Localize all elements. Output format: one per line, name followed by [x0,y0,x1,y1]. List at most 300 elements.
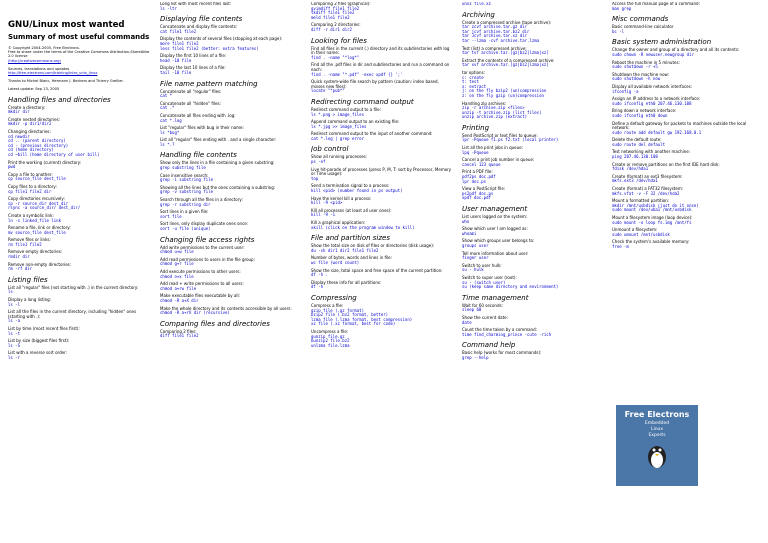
command-code: finger user [462,255,489,261]
command-item [8,250,150,259]
license-link[interactable]: (http://creativecommons.org) [8,58,61,63]
command-code: grep --help [462,354,489,360]
command-description: Switch to super user (root): [462,274,517,280]
command-code: kill -9 <pid> [311,200,343,206]
command-item [612,25,754,34]
command-description: Kill all processes (at least all user ones): [311,207,392,213]
command-item [160,54,302,63]
command-item [160,90,302,99]
command-item [612,216,754,225]
command-code: find . -name "*log*" [311,54,360,60]
command-item [612,240,754,249]
section-heading: Misc commands [612,15,669,24]
command-description: Display the last 10 lines of a file: [160,65,226,71]
command-code: sudo shutdown -h now [612,76,661,82]
command-code: sudo ifconfig eth0 down [612,112,668,118]
command-code: df -h . [311,272,328,278]
command-code: ls -ltr [160,5,177,11]
command-code: more file1 file2 less file1 file2 (better: extra features) [160,40,259,51]
command-description: Wait for 60 seconds: [462,302,503,308]
command-description: Remove non-empty directories: [8,261,72,267]
command-description: Add execute permissions to other users: [160,268,241,274]
command-code: sudo umount /mnt/usbdisk [612,231,670,237]
command-item [462,252,604,261]
command-description: Cancel a print job number in queue: [462,157,535,163]
command-description: Changing directories: [8,129,51,134]
command-description: Showing all the lines but the ones containing a substring: [160,184,276,190]
command-item [462,2,604,7]
command-item [160,161,302,170]
command-item [160,246,302,255]
command-description: Search through all the files in a directory: [160,197,243,203]
column-1 [8,2,150,541]
command-description: Add read permissions to users in the file group: [160,256,255,262]
command-code: ln -s linked_file link [8,217,61,223]
command-code: who [462,218,470,224]
command-description: List all "regular" files ending with . and a single character: [160,137,277,143]
sources-block [8,67,150,75]
command-item [612,228,754,237]
section-heading: Looking for files [311,36,367,45]
command-code: ls *.? [160,141,175,147]
command-description: Show the current date: [462,314,508,320]
command-item [612,163,754,172]
command-code: su - (switch user) su (keep same directory and environment) [462,279,559,290]
command-description: Case insensitive search: [160,172,209,178]
command-description: Rename a file, link or directory: [8,225,71,231]
command-item [462,134,604,143]
command-code: bc -l [612,28,625,34]
command-description: Create a compressed archive (tape archive): [462,19,552,25]
command-description: Have the kernel kill a process: [311,195,372,201]
command-item [8,106,150,115]
command-description: Comparing 2 files: [160,328,197,334]
command-item [8,214,150,223]
command-description: Shutdown the machine now: [612,71,669,77]
command-description: Find all the .pdf files in dir and subdirectories and run a command on each: [311,62,450,72]
command-code: gunzip file.gz bunzip2 file.bz2 unlzma file.lzma [311,333,350,348]
command-item [8,226,150,235]
command-description: Create (format) a FAT32 filesystem: [612,186,684,192]
command-item [311,269,453,278]
section-heading: Printing [462,123,490,132]
command-description: Basic help (works for most commands): [462,350,542,356]
command-code: sudo route del default [612,141,665,147]
command-item [160,210,302,219]
command-description: Reboot the machine in 5 minutes: [612,59,680,65]
command-item [462,47,604,56]
command-item [612,199,754,213]
command-description: Assign an IP address to a network interface: [612,96,701,102]
command-code: tar tvf archive.tar.[gz|bz2|lzma|xz] [462,50,549,56]
logo-subtitle [616,421,698,439]
command-item [311,281,453,290]
command-description: Test (list) a compressed archive: [462,45,527,51]
command-code: free -m [612,243,629,249]
section-heading: Time management [462,293,529,302]
command-code: time find_charming_prince -cute -rich [462,331,552,337]
page-subtitle: Summary of most useful commands [8,33,150,41]
command-code: wc file (word count) [311,259,360,265]
command-code: cancel 123 queue [462,161,501,167]
logo-line-1: Embedded [644,421,670,426]
command-description: Display all available network interfaces: [612,83,693,89]
command-item [612,61,754,70]
command-description: Create (format) an ext3 filesystem: [612,173,683,179]
command-item [160,270,302,279]
command-item [462,304,604,313]
command-code: du -sh dir1 dir2 file1 file2 [311,247,379,253]
command-item [8,185,150,194]
command-code: cat .* [160,105,175,111]
command-description: Delete the default route: [612,137,662,143]
command-item [160,174,302,183]
command-item [160,258,302,267]
command-code: grep -v substring file [160,189,213,195]
command-code: grep -r substring dir [160,201,211,207]
command-description: Basic command-line calculator [612,24,674,30]
command-item [160,282,302,291]
command-code: sort file [160,213,182,219]
command-item [612,73,754,82]
command-description: Find all files in the current (.) directory and its subdirectories with log in their name: [311,45,450,56]
command-description: Long list with most recent files last: [160,2,232,6]
command-description: Copy a file to another: [8,171,53,177]
command-code: diff file1 file2 [160,333,199,339]
section-heading: Command help [462,341,516,350]
command-description: Remove files or links: [8,237,51,243]
command-item [311,330,453,348]
command-item [612,175,754,184]
command-item [612,122,754,136]
command-item [8,327,150,336]
command-item [462,170,604,184]
command-description: Display a long listing: [8,297,52,303]
command-description: Change the owner and group of a directory and all its contents: [612,47,740,53]
command-description: Access the full manual page of a command: [612,2,700,6]
command-description: List users logged on the system: [462,214,528,219]
command-item [160,330,302,339]
command-code: chmod o+x file [160,273,194,279]
command-description: Sort lines in a given file: [160,209,209,215]
command-code: groups user [462,242,489,248]
command-code: cat * [160,93,173,99]
command-code: cp -r source_dir dest_dir rsync -a source_dir/ dest_dir/ [8,200,81,211]
command-description: Number of bytes, words and lines in file: [311,255,392,261]
command-code: man grep [612,5,632,11]
command-code: ps -ef [311,159,326,165]
command-code: whoami [462,230,477,236]
logo-line-2: Linux [650,427,664,432]
command-code: df -h [311,284,324,290]
command-item [612,150,754,159]
command-description: Redirect command output to a file: [311,106,381,112]
command-item [160,102,302,111]
command-item [8,351,150,360]
command-code: grep substring file [160,165,206,171]
command-item [462,328,604,337]
sources-link[interactable]: http://free-electrons.com/training/intro_unix_linux [8,71,98,76]
command-code: sort -u file (unique) [160,226,211,231]
free-electrons-logo [616,405,698,486]
command-code: chmod g+r file [160,261,194,267]
command-code: xkill (click on the program window to kill) [311,224,415,230]
logo-line-3: Experts [648,433,666,438]
command-item [462,158,604,167]
command-description: List "regular" files with bug in their name: [160,125,244,131]
command-description: Create or remove partitions on the first IDE hard disk: [612,161,720,167]
command-description: Copy files to a directory: [8,183,57,189]
command-code: gvimdiff file1 file2 tkdiff file1 file2 meld file1 file2 [311,5,360,20]
command-description: Kill a graphical application: [311,220,366,225]
command-description: Uncompress a file: [311,328,349,334]
command-code: mkdir dir [8,109,30,115]
command-code: lpr -Pqueue f1.ps f2.txt (local printer) [462,137,559,143]
command-item [462,71,604,99]
section-heading: Basic system administration [612,38,712,47]
command-item [8,130,150,158]
command-description: Remove empty directories: [8,249,63,255]
command-description: Add write permissions to the current user: [160,244,245,250]
command-item [8,197,150,211]
command-description: Create a symbolic link: [8,212,54,218]
command-code: ps2pdf doc.ps xpdf doc.pdf [462,190,494,201]
command-item [462,215,604,224]
command-item [311,155,453,164]
command-code: locate "*pub*" [311,88,345,94]
command-code: fdisk /dev/hda1 [612,166,649,172]
page-title: GNU/Linux most wanted [8,20,125,30]
command-code: ls [8,289,13,295]
command-code: tail -10 file [160,69,192,75]
command-code: sudo mount -o loop fs.img /mnt/fs [612,219,692,225]
command-description: Send PostScript or text files to queue: [462,132,538,138]
command-code: ls -l [8,301,21,307]
command-code: cd newdir cd .. (parent directory) cd - (previous directory) cd (home directory) cd ~bill (home directory of user bill) [8,133,100,157]
command-item [8,310,150,324]
command-code: zip -r archive.zip <files> unzip -t archive.zip (list files) unzip archive.zip (extract) [462,105,542,120]
command-item [311,221,453,230]
command-description: List all the print jobs in queue: [462,145,523,151]
command-description: Add read + write permissions to all users: [160,281,244,287]
command-item [160,66,302,75]
command-description: Tell more information about user: [462,250,529,256]
copyright-block [8,46,150,63]
command-code: pwd [8,164,16,170]
section-heading: Handling file contents [160,151,237,160]
command-description: Live hit-parade of processes (press P, M, T: sort by Processor, Memory or Time usage): [311,166,452,177]
command-code: lpq -Pqueue [462,149,489,155]
command-code: mkfs.vfat -v -F 32 /dev/hda2 [612,190,680,196]
command-description: List all "regular" files (not starting with .) in the current directory: [8,284,139,290]
command-description: Print a PDF file: [462,169,493,175]
section-heading: Handling files and directories [8,95,111,104]
command-description: List by size (biggest files first): [8,338,70,344]
command-code: tar zcvf archive.tar.gz dir tar jcvf archive.tar.bz2 dir tar Jcvf archive.tar.xz dir tar --lzma -cvf archive.tar.lzma [462,24,540,43]
command-code: ls *.jpg >> image_files [311,123,367,129]
command-item [160,126,302,135]
command-code: pdf2ps doc.pdf lpr doc.ps [462,174,496,184]
command-item [612,2,754,11]
column-3 [311,2,453,541]
penguin-icon [637,439,677,469]
command-code: ls -r [8,354,21,360]
command-item [8,286,150,295]
command-item [311,132,453,141]
command-item [311,63,453,77]
command-item [311,184,453,193]
command-description: Show which user I am logged as: [462,226,528,232]
command-code: ping 207.46.130.108 [612,154,658,160]
command-code: cat *.log [160,117,182,123]
command-description: Create nested directories: [8,116,61,122]
command-description: Mount a filesystem image (loop device): [612,215,693,220]
command-code: date [462,319,472,325]
section-heading: Displaying file contents [160,15,243,24]
command-description: Concatenate all files ending with .log: [160,112,236,118]
section-heading: File and partition sizes [311,234,390,243]
command-code: su - hulk [462,267,484,273]
command-description: Comparing 2 directories: [311,22,361,28]
command-item [462,59,604,68]
command-description: Show which groups user belongs to: [462,238,535,244]
command-description: View a PostScript file: [462,186,506,192]
section-heading: Archiving [462,10,495,19]
command-description: tar options: [462,69,486,75]
command-description: Show the total size on disk of files or directories (disk usage): [311,243,435,249]
command-description: Bring down a network interface: [612,108,677,114]
command-code: chmod a+rw file [160,285,197,291]
command-item [311,80,453,94]
command-item [462,239,604,248]
section-heading: File name pattern matching [160,79,258,88]
command-item [311,256,453,265]
command-code: mkfs.ext3 /dev/hda1 [612,178,658,184]
command-code: sudo shutdown -r +5 [612,64,658,70]
command-description: Concatenate all "hidden" files: [160,100,221,106]
command-code: chmod u+w file [160,249,194,255]
command-item [8,238,150,247]
column-2 [160,2,302,541]
command-description: Comparing 2 files (graphical): [311,2,371,6]
command-description: Display the contents of several files (stopping at each page): [160,36,283,42]
command-item [612,109,754,118]
command-code: chmod -R a+X dir [160,297,199,303]
section-heading: Listing files [8,275,48,284]
command-description: Quick system-wide file search by pattern (caution: index based, misses new files): [311,79,439,89]
command-item [311,197,453,206]
command-code: find . -name "*.pdf" -exec xpdf {} ';' [311,71,403,77]
command-item [462,276,604,290]
command-code: mkdir /mnt/usbdisk (just do it once) sudo mount /dev/uba1 /mnt/usbdisk [612,202,699,213]
command-description: Define a default gateway for packets to machines outside the local network: [612,120,747,131]
command-description: Create a directory: [8,104,46,110]
command-item [462,146,604,155]
command-item [160,307,302,316]
section-heading: Changing file access rights [160,235,255,244]
command-item [462,227,604,236]
command-description: Concatenate all "regular" files: [160,88,222,94]
section-heading: User management [462,205,528,213]
section-heading: Job control [311,145,349,154]
section-heading: Redirecting command output [311,97,414,106]
command-code: mkdir -p dir1/dir2 [8,121,52,127]
command-item [612,138,754,147]
command-item [160,25,302,34]
command-item [8,118,150,127]
command-item [311,23,453,32]
command-code: kill -9 -1 [311,212,336,218]
command-description: List by time (most recent files first): [8,326,80,331]
command-code: cat file1 file2 [160,28,197,34]
command-item [160,37,302,51]
command-item [311,304,453,327]
command-item [462,316,604,325]
command-item [8,173,150,182]
command-code: c: create t: test x: extract j: on the fly bzip2 (un)compression z: on the fly gzip (un)compression [462,74,547,98]
command-description: Check the system's available memory: [612,239,690,245]
command-description: Display these info for all partitions: [311,279,382,285]
section-heading: Comparing files and directories [160,319,270,328]
command-code: cat *.log | grep error [311,135,364,141]
command-item [160,114,302,123]
command-description: Redirect command output to the input of another command: [311,131,433,137]
command-code: ls -S [8,342,21,348]
command-description: List with a reverse sort order: [8,350,68,356]
command-item [612,48,754,57]
command-description: Sort lines, only display duplicate ones once: [160,221,249,227]
license-line: Free to share under the terms of the Creative Commons Attribution-ShareAlike 2.0 license [8,50,150,59]
command-code: mv source_file dest_file [8,229,66,235]
command-code: rm -rf dir [8,266,33,272]
command-item [462,264,604,273]
command-description: Handling zip archives: [462,100,507,106]
command-code: sleep 60 [462,307,482,313]
command-code: ls *bug* [160,129,180,135]
column-4 [462,2,604,541]
command-item [160,186,302,195]
command-description: Send a termination signal to a process: [311,183,390,189]
command-code: grep -i substring file [160,177,213,183]
command-code: unxz file.xz [462,2,491,6]
command-item [311,168,453,182]
latest-update: Latest update: Sep 13, 2005 [8,87,60,92]
command-code: ifconfig -a [612,88,639,94]
command-description: Unmount a filesystem: [612,227,658,233]
command-item [612,97,754,106]
command-item [160,198,302,207]
command-code: ls -a [8,318,21,324]
command-description: Make the whole directory and its contents accessible by all users: [160,305,292,311]
command-description: Compress a file: [311,302,344,308]
command-item [311,108,453,117]
command-description: Display the first 10 lines of a file: [160,53,227,59]
command-description: Switch to user hulk: [462,262,502,268]
command-description: Show only the lines in a file containing a given substring: [160,160,275,166]
command-code: cp source_file dest_file [8,176,66,182]
command-description: Print the working (current) directory: [8,159,82,165]
command-code: top [311,175,319,181]
command-code: sudo chown -R newuser.newgroup dir [612,51,694,57]
command-code: ls *.png > image_files [311,111,364,117]
command-code: sudo ifconfig eth0 207.46.130.108 [612,100,692,106]
command-item [311,244,453,253]
command-item [8,339,150,348]
command-item [462,187,604,201]
command-code: kill <pid> (number found in ps output) [311,188,403,194]
command-description: Concatenate and display file contents: [160,24,238,30]
command-description: Show all running processes: [311,154,367,160]
